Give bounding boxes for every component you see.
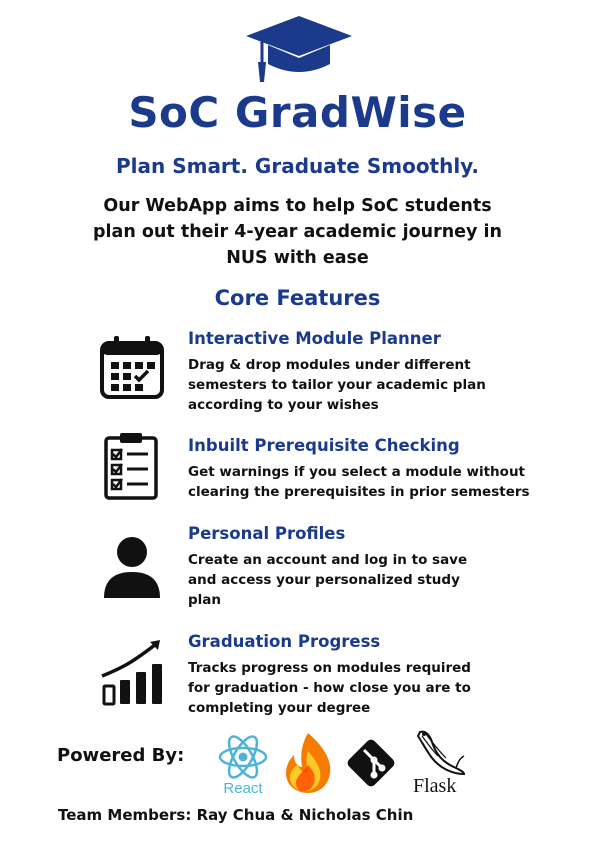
feature-description: [188, 658, 558, 718]
feature-title: Personal Profiles: [188, 524, 346, 543]
core-features-heading: Core Features: [214, 286, 381, 310]
clipboard-checklist-icon: [98, 432, 166, 500]
react-logo: [218, 734, 268, 780]
feature-desc-line: and access your personalized study: [188, 572, 460, 588]
git-logo: [344, 736, 398, 790]
feature-title: Inbuilt Prerequisite Checking: [188, 436, 460, 455]
feature-desc-line: Tracks progress on modules required: [188, 660, 471, 676]
feature-desc-line: completing your degree: [188, 700, 371, 716]
firebase-logo: [282, 731, 334, 795]
growth-chart-icon: [98, 638, 166, 706]
aim-line: NUS with ease: [226, 248, 369, 268]
user-icon: [98, 534, 166, 602]
feature-desc-line: Create an account and log in to save: [188, 552, 468, 568]
feature-desc-line: for graduation - how close you are to: [188, 680, 471, 696]
aim-statement: [60, 193, 535, 271]
powered-by-label: Powered By:: [57, 745, 185, 766]
feature-desc-line: according to your wishes: [188, 397, 379, 413]
graduation-cap-icon: [244, 14, 354, 88]
aim-line: plan out their 4-year academic journey in: [93, 222, 502, 242]
react-logo-label: React: [223, 780, 263, 797]
feature-desc-line: semesters to tailor your academic plan: [188, 377, 486, 393]
flask-logo-label: Flask: [413, 775, 457, 797]
feature-desc-line: Get warnings if you select a module without: [188, 464, 526, 480]
aim-line: Our WebApp aims to help SoC students: [103, 196, 492, 216]
flask-logo: [412, 728, 468, 776]
feature-desc-line: plan: [188, 592, 222, 608]
team-members: Team Members: Ray Chua & Nicholas Chin: [58, 806, 414, 824]
tagline: Plan Smart. Graduate Smoothly.: [115, 154, 480, 178]
feature-description: [188, 355, 558, 415]
feature-title: Interactive Module Planner: [188, 329, 441, 348]
feature-description: [188, 462, 558, 502]
page-title: SoC GradWise: [128, 88, 467, 137]
calendar-icon: [98, 333, 166, 401]
feature-title: Graduation Progress: [188, 632, 381, 651]
feature-desc-line: Drag & drop modules under different: [188, 357, 471, 373]
feature-description: [188, 550, 558, 610]
feature-desc-line: clearing the prerequisites in prior semesters: [188, 484, 530, 500]
